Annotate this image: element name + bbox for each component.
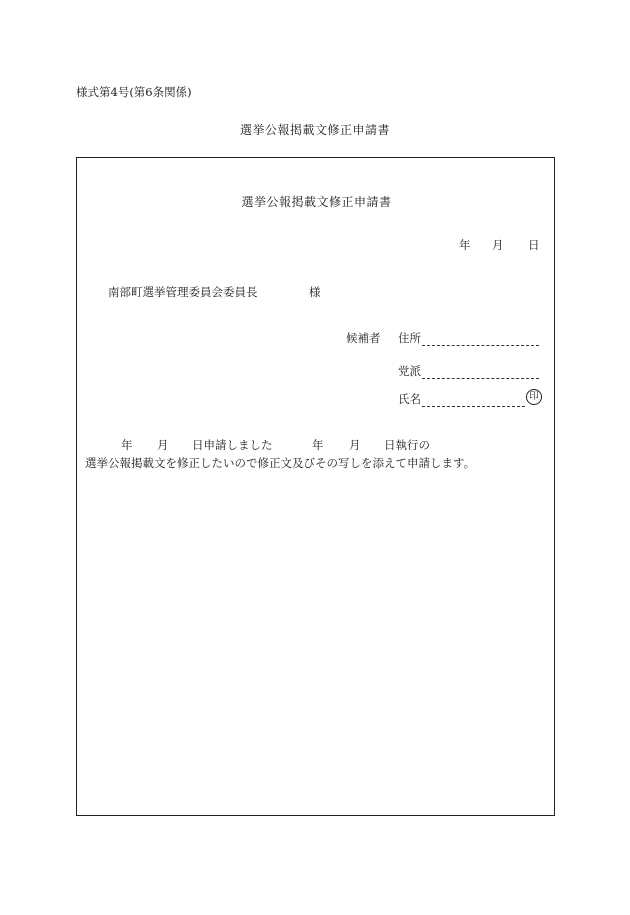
date-day-label: 日 — [528, 238, 540, 252]
body-year-2: 年 — [312, 438, 324, 452]
body-year-1: 年 — [121, 438, 133, 452]
party-label: 党派 — [398, 364, 421, 378]
name-row — [398, 391, 525, 407]
body-text-line-2: 選挙公報掲載文を修正したいので修正文及びその写しを添えて申請します。 — [85, 456, 476, 470]
address-row — [398, 330, 539, 346]
body-month-1: 月 — [157, 438, 169, 452]
form-frame — [76, 157, 555, 816]
body-day-1: 日申請しました — [192, 438, 273, 452]
address-label: 住所 — [398, 331, 421, 345]
date-month-label: 月 — [492, 238, 504, 252]
name-field[interactable] — [422, 394, 525, 407]
body-day-2: 日執行の — [384, 438, 430, 452]
date-year-label: 年 — [459, 238, 471, 252]
candidate-label: 候補者 — [346, 331, 381, 345]
address-field[interactable] — [422, 333, 539, 346]
party-field[interactable] — [422, 366, 539, 379]
body-month-2: 月 — [349, 438, 361, 452]
form-reference: 様式第4号(第6条関係) — [76, 85, 192, 99]
seal-mark: 印 — [526, 389, 542, 405]
addressee: 南部町選挙管理委員会委員長 — [108, 285, 258, 299]
honorific: 様 — [309, 285, 321, 299]
party-row — [398, 363, 539, 379]
form-title: 選挙公報掲載文修正申請書 — [241, 195, 392, 209]
document-title: 選挙公報掲載文修正申請書 — [239, 123, 390, 137]
name-label: 氏名 — [398, 392, 421, 406]
